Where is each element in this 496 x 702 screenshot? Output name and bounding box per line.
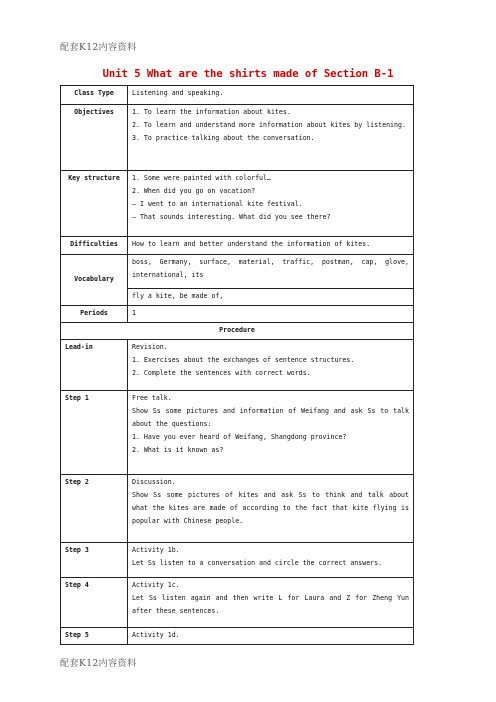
row-content bbox=[128, 578, 414, 628]
list-item: Show Ss some pictures of kites and ask Ss to think and talk about what the kites are made of according to the fact that kite flying is popular with Chinese people. bbox=[132, 491, 409, 525]
document-title: Unit 5 What are the shirts made of Section B-1 bbox=[102, 68, 394, 80]
list-item: 1. To learn the information about kites. bbox=[132, 108, 291, 116]
table-row bbox=[61, 543, 414, 578]
row-content bbox=[128, 171, 414, 237]
footer-watermark: 配套K12内容资料 bbox=[60, 659, 137, 669]
list-item: Free talk. bbox=[132, 394, 172, 402]
row-content: Activity 1d. bbox=[128, 628, 414, 645]
list-item: Activity 1c. bbox=[132, 581, 180, 589]
list-item: Discussion. bbox=[132, 478, 176, 486]
row-content: Listening and speaking. bbox=[128, 86, 414, 105]
lesson-plan-table bbox=[60, 85, 414, 645]
row-label: Step 3 bbox=[61, 543, 128, 578]
list-item: 3. To practice talking about the conversation. bbox=[132, 134, 315, 142]
list-item: — That sounds interesting. What did you see there? bbox=[132, 213, 331, 221]
list-item: Revision. bbox=[132, 343, 168, 351]
list-item: — I went to an international kite festival. bbox=[132, 200, 303, 208]
table-row bbox=[61, 475, 414, 543]
table-row bbox=[61, 323, 414, 340]
row-label: Lead-in bbox=[61, 340, 128, 391]
row-content: 1 bbox=[128, 306, 414, 323]
list-item: Let Ss listen again and then write L for Laura and Z for Zheng Yun after these sentences. bbox=[132, 594, 409, 615]
list-item: Show Ss some pictures and information of Weifang and ask Ss to talk about the questions: bbox=[132, 407, 409, 428]
row-label: Difficulties bbox=[61, 237, 128, 255]
row-label: Step 2 bbox=[61, 475, 128, 543]
table-row bbox=[61, 105, 414, 171]
row-content: How to learn and better understand the information of kites. bbox=[128, 237, 414, 255]
list-item: 2. Complete the sentences with correct words. bbox=[132, 369, 311, 377]
row-label: Vocabulary bbox=[61, 255, 128, 306]
list-item: 1. Some were painted with colorful… bbox=[132, 174, 271, 182]
table-row bbox=[61, 255, 414, 289]
row-content bbox=[128, 340, 414, 391]
vocabulary-phrases: fly a kite, be made of, bbox=[128, 289, 414, 306]
row-label: Class Type bbox=[61, 86, 128, 105]
list-item: 2. When did you go on vacation? bbox=[132, 187, 256, 195]
list-item: 1. Have you ever heard of Weifang, Shangdong province? bbox=[132, 433, 347, 441]
list-item: 1. Exercises about the exchanges of sentence structures. bbox=[132, 356, 355, 364]
list-item: Activity 1b. bbox=[132, 546, 180, 554]
row-label: Key structure bbox=[61, 171, 128, 237]
row-content bbox=[128, 105, 414, 171]
table-row bbox=[61, 306, 414, 323]
table-row bbox=[61, 578, 414, 628]
table-row bbox=[61, 391, 414, 475]
header-watermark: 配套K12内容资料 bbox=[60, 43, 137, 53]
list-item: 2. What is it known as? bbox=[132, 446, 224, 454]
list-item: Let Ss listen to a conversation and circle the correct answers. bbox=[132, 559, 383, 567]
table-row bbox=[61, 628, 414, 645]
row-label: Step 4 bbox=[61, 578, 128, 628]
list-item: 2. To learn and understand more information about kites by listening. bbox=[132, 121, 406, 129]
table-row bbox=[61, 340, 414, 391]
table-row bbox=[61, 86, 414, 105]
row-label: Step 1 bbox=[61, 391, 128, 475]
row-label: Objectives bbox=[61, 105, 128, 171]
row-label: Periods bbox=[61, 306, 128, 323]
vocabulary-words: boss, Germany, surface, material, traffic, postman, cap, glove, international, its bbox=[128, 255, 414, 289]
procedure-heading: Procedure bbox=[61, 323, 414, 340]
row-content bbox=[128, 543, 414, 578]
row-content bbox=[128, 475, 414, 543]
row-content bbox=[128, 391, 414, 475]
table-row bbox=[61, 237, 414, 255]
table-row bbox=[61, 171, 414, 237]
row-label: Step 5 bbox=[61, 628, 128, 645]
